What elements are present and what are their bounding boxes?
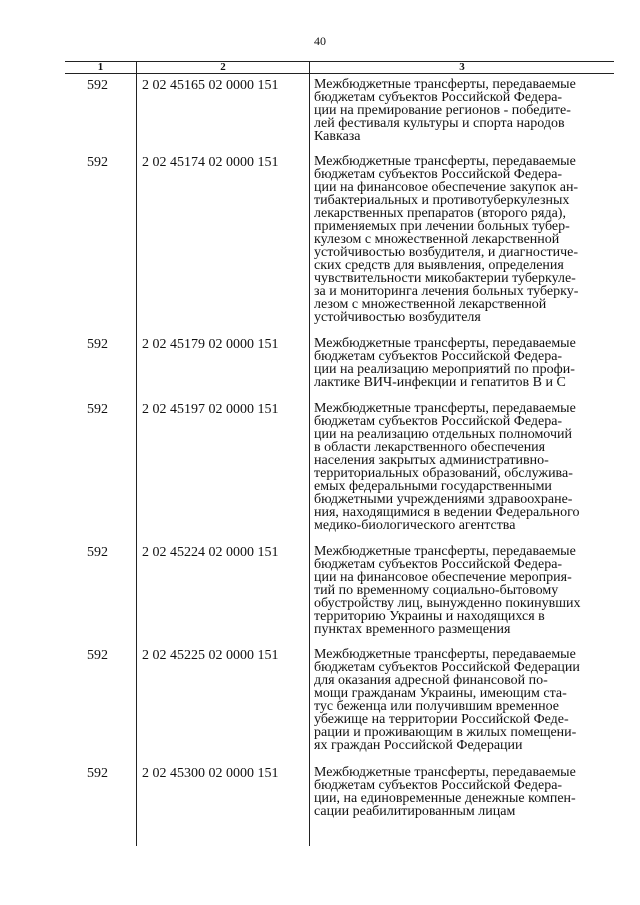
description-line: Межбюджетные трансферты, передаваемые	[314, 154, 576, 169]
row-description	[314, 545, 606, 636]
header-col-2: 2	[220, 61, 226, 73]
description-line: медико-биологического агентства	[314, 518, 516, 533]
header-col-1: 1	[97, 61, 104, 73]
description-line: Межбюджетные трансферты, передаваемые	[314, 647, 576, 662]
description-line: населения закрытых административно-	[314, 453, 549, 468]
description-line: бюджетными учреждениями здравоохране-	[314, 492, 573, 507]
description-line: применяемых при лечении больных тубер-	[314, 219, 570, 234]
row-number: 592	[87, 155, 108, 170]
column-divider-2	[309, 61, 310, 846]
row-number: 592	[87, 402, 108, 417]
description-line: территориальных образований, обслужива-	[314, 466, 573, 481]
description-line: ях граждан Российской Федерации	[314, 738, 523, 753]
row-description	[314, 402, 606, 532]
row-description	[314, 78, 606, 143]
row-description	[314, 155, 606, 324]
budget-code: 2 02 45197 02 0000 151	[142, 402, 279, 417]
description-line: лей фестиваля культуры и спорта народов	[314, 116, 565, 131]
description-line: емых федеральными государственными	[314, 479, 552, 494]
description-line: Межбюджетные трансферты, передаваемые	[314, 336, 576, 351]
description-line: бюджетам субъектов Российской Федера-	[314, 90, 563, 105]
budget-code: 2 02 45300 02 0000 151	[142, 766, 279, 781]
description-line: бюджетам субъектов Российской Федера-	[314, 778, 563, 793]
description-line: за и мониторинга лечения больных туберку-	[314, 284, 579, 299]
description-line: лактике ВИЧ-инфекции и гепатитов В и С	[314, 375, 566, 390]
description-line: Межбюджетные трансферты, передаваемые	[314, 77, 576, 92]
budget-code: 2 02 45179 02 0000 151	[142, 337, 279, 352]
description-line: бюджетам субъектов Российской Федера-	[314, 349, 563, 364]
description-line: рации и проживающим в жилых помещени-	[314, 725, 577, 740]
description-line: убежище на территории Российской Феде-	[314, 712, 569, 727]
description-line: ских средств для выявления, определения	[314, 258, 564, 273]
budget-code: 2 02 45174 02 0000 151	[142, 155, 279, 170]
description-line: ции, на единовременные денежные компен-	[314, 791, 576, 806]
description-line: лезом с множественной лекарственной	[314, 297, 547, 312]
description-line: ния, находящимися в ведении Федерального	[314, 505, 580, 520]
description-line: кулезом с множественной лекарственной	[314, 232, 560, 247]
column-divider-1	[136, 61, 137, 846]
description-line: сации реабилитированным лицам	[314, 804, 516, 819]
row-number: 592	[87, 648, 108, 663]
description-line: Межбюджетные трансферты, передаваемые	[314, 544, 576, 559]
description-line: ции на финансовое обеспечение мероприя-	[314, 570, 572, 585]
budget-code: 2 02 45225 02 0000 151	[142, 648, 279, 663]
description-line: ции на реализацию мероприятий по профи-	[314, 362, 575, 377]
description-line: для оказания адресной финансовой по-	[314, 673, 548, 688]
description-line: обустройству лиц, вынужденно покинувших	[314, 596, 581, 611]
description-line: бюджетам субъектов Российской Федера-	[314, 414, 563, 429]
page-number: 40	[314, 34, 326, 48]
description-line: Кавказа	[314, 129, 361, 144]
header-col-3: 3	[459, 61, 465, 73]
description-line: устойчивостью возбудителя, и диагностиче-	[314, 245, 578, 260]
description-line: ции на премирование регионов - победите-	[314, 103, 571, 118]
budget-code: 2 02 45224 02 0000 151	[142, 545, 279, 560]
description-line: тий по временному социально-бытовому	[314, 583, 559, 598]
row-description	[314, 766, 606, 818]
row-description	[314, 337, 606, 389]
row-number: 592	[87, 78, 108, 93]
row-number: 592	[87, 337, 108, 352]
description-line: тус беженца или получившим временное	[314, 699, 560, 714]
description-line: чувствительности микобактерии туберкуле-	[314, 271, 576, 286]
description-line: лекарственных препаратов (второго ряда),	[314, 206, 566, 221]
description-line: бюджетам субъектов Российской Федера-	[314, 557, 563, 572]
description-line: мощи гражданам Украины, имеющим ста-	[314, 686, 567, 701]
description-line: бюджетам субъектов Российской Федерации	[314, 660, 580, 675]
budget-code: 2 02 45165 02 0000 151	[142, 78, 279, 93]
description-line: устойчивостью возбудителя	[314, 310, 481, 325]
description-line: тибактериальных и противотуберкулезных	[314, 193, 570, 208]
row-number: 592	[87, 545, 108, 560]
description-line: ции на финансовое обеспечение закупок ан-	[314, 180, 579, 195]
description-line: бюджетам субъектов Российской Федера-	[314, 167, 563, 182]
description-line: в области лекарственного обеспечения	[314, 440, 546, 455]
description-line: ции на реализацию отдельных полномочий	[314, 427, 572, 442]
row-description	[314, 648, 606, 752]
description-line: пунктах временного размещения	[314, 622, 511, 637]
description-line: Межбюджетные трансферты, передаваемые	[314, 401, 576, 416]
row-number: 592	[87, 766, 108, 781]
budget-classification-table	[65, 61, 614, 846]
description-line: Межбюджетные трансферты, передаваемые	[314, 765, 576, 780]
description-line: территорию Украины и находящихся в	[314, 609, 545, 624]
header-bottom-border	[65, 73, 614, 74]
